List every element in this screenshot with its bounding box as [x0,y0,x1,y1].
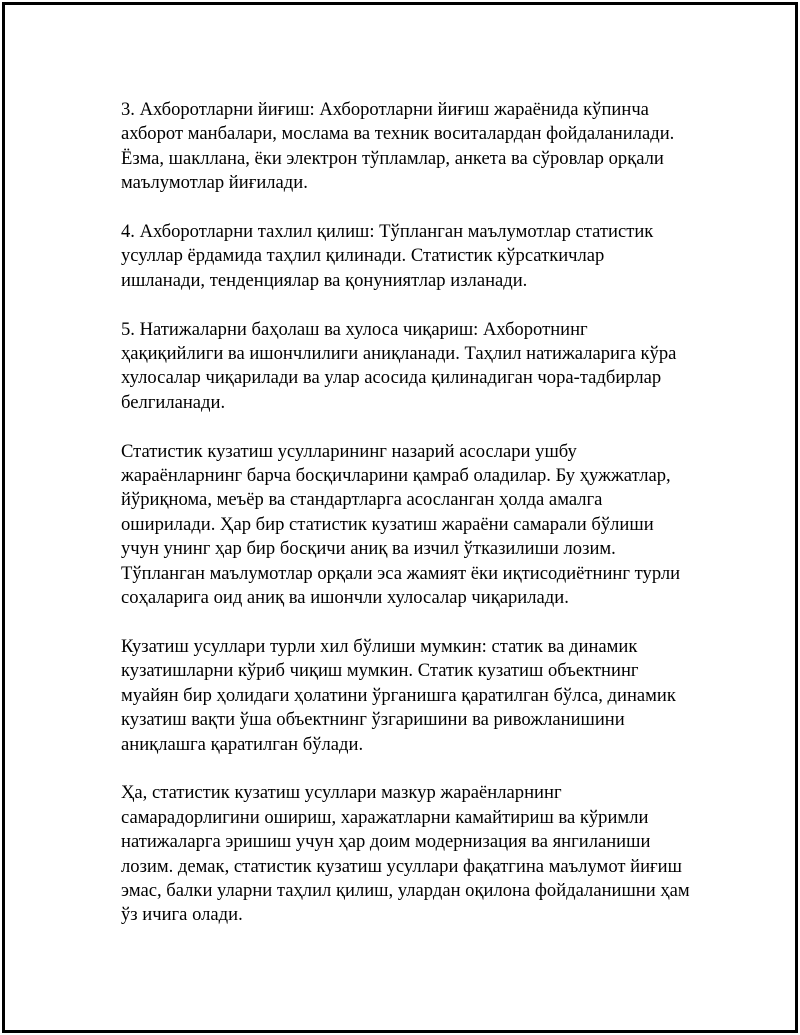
paragraph-theoretical-foundations: Статистик кузатиш усулларининг назарий асослари ушбу жараёнларнинг барча босқичларини қамраб оладилар. Бу ҳужжатлар, йўриқнома, меъёр ва стандартларга асосланган ҳолда амалга оширилади. Ҳар бир статистик кузатиш жараёни самарали бўлиши учун унинг ҳар бир босқичи аниқ ва изчил ўтказилиши лозим. Тўпланган маълумотлар орқали эса жамият ёки иқтисодиётнинг турли соҳаларига оид аниқ ва ишончли хулосалар чиқарилади. [121,440,681,609]
paragraph-analyzing-information: 4. Ахборотларни тахлил қилиш: Тўпланган маълумотлар статистик усуллар ёрдамида таҳлил қилинади. Статистик кўрсаткичлар ишланади, тенденциялар ва қонуниятлар изланади. [121,221,654,291]
page-frame [2,2,798,1033]
paragraph-conclusion: Ҳа, статистик кузатиш усуллари мазкур жараёнларнинг самарадорлигини ошириш, харажатларни камайтириш ва кўримли натижаларга эришиш учун ҳар доим модернизация ва янгиланиши лозим. демак, статистик кузатиш усуллари фақатгина маълумот йиғиш эмас, балки уларни таҳлил қилиш, улардан оқилона фойдаланишни ҳам ўз ичига олади. [121,782,690,926]
document-body [121,98,701,952]
paragraph-collecting-information: 3. Ахборотларни йиғиш: Ахборотларни йиғиш жараёнида кўпинча ахборот манбалари, мослама ва техник воситалардан фойдаланилади. Ёзма, шакллана, ёки электрон тўпламлар, анкета ва сўровлар орқали маълумотлар йиғилади. [121,99,675,194]
paragraph-evaluating-results: 5. Натижаларни баҳолаш ва хулоса чиқариш: Ахборотнинг ҳақиқийлиги ва ишончлилиги аниқланади. Таҳлил натижаларига кўра хулосалар чиқарилади ва улар асосида қилинадиган чора-тадбирлар белгиланади. [121,318,677,413]
paragraph-observation-methods: Кузатиш усуллари турли хил бўлиши мумкин: статик ва динамик кузатишларни кўриб чиқиш мумкин. Статик кузатиш объектнинг муайян бир ҳолидаги ҳолатини ўрганишга қаратилган бўлса, динамик кузатиш вақти ўша объектнинг ўзгаришини ва ривожланишини аниқлашга қаратилган бўлади. [121,635,676,755]
